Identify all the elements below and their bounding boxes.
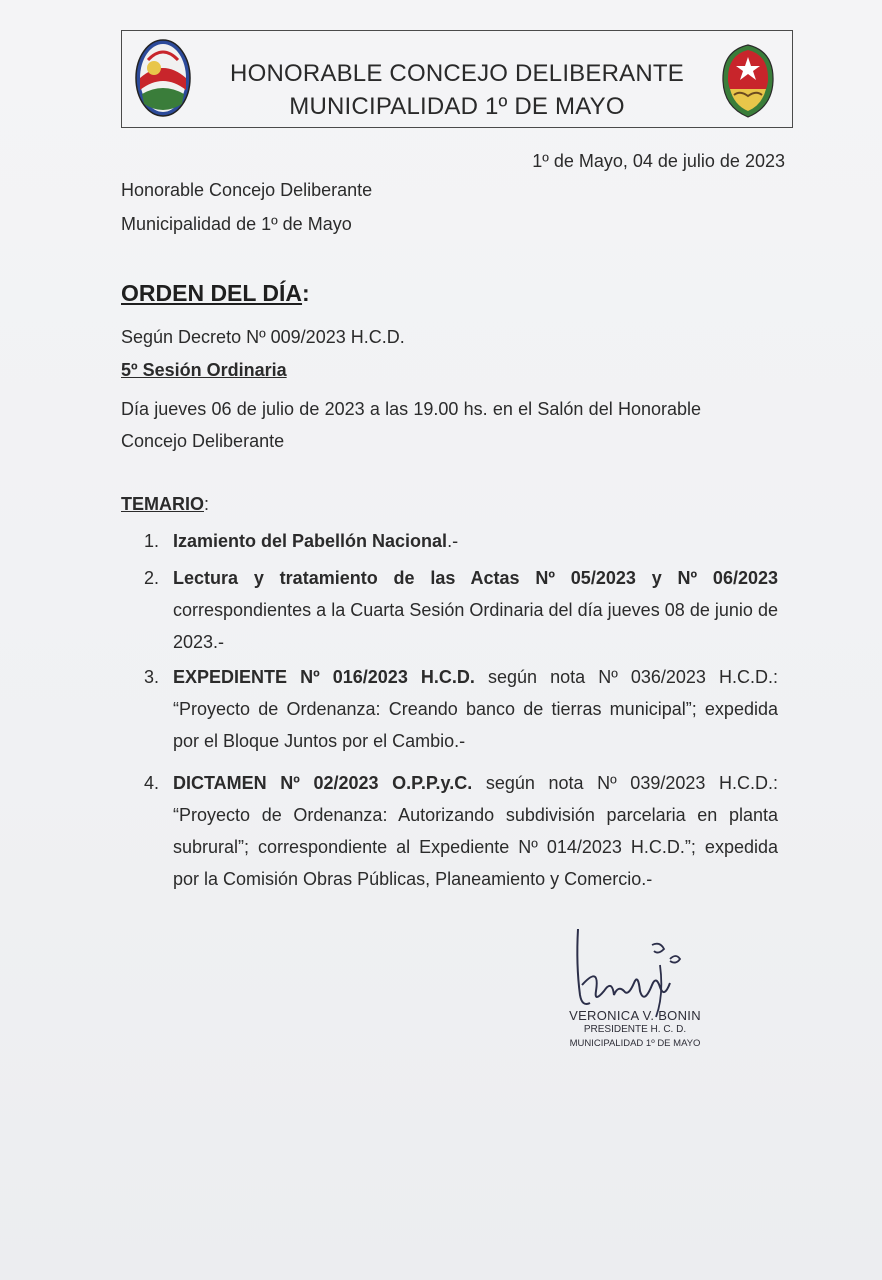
signatory-name: VERONICA V. BONIN: [569, 1008, 701, 1023]
session-detail: Día jueves 06 de julio de 2023 a las 19.00 hs. en el Salón del Honorable Concejo Deliberante: [121, 399, 701, 451]
agenda-item-bold: EXPEDIENTE Nº 016/2023 H.C.D.: [173, 667, 475, 687]
temario-label: TEMARIO: [121, 494, 204, 514]
agenda-item-text: correspondientes a la Cuarta Sesión Ordinaria del día jueves 08 de junio de 2023.-: [173, 600, 778, 652]
letterhead: [121, 30, 793, 128]
agenda-item-bold: Lectura y tratamiento de las Actas Nº 05/2023 y Nº 06/2023: [173, 568, 778, 588]
agenda-item-number: 2.: [144, 568, 160, 588]
decree-reference: Según Decreto Nº 009/2023 H.C.D.: [121, 327, 405, 347]
addressee-line-1: Honorable Concejo Deliberante: [121, 180, 373, 200]
agenda-item-bold: Izamiento del Pabellón Nacional: [173, 531, 448, 551]
agenda-item-number: 1.: [144, 531, 160, 551]
signature-stamp: [560, 1008, 710, 1051]
agenda-item: [144, 562, 778, 658]
addressee-line-2: Municipalidad de 1º de Mayo: [121, 214, 352, 234]
document-date: 1º de Mayo, 04 de julio de 2023: [532, 151, 785, 171]
session-title: 5º Sesión Ordinaria: [121, 360, 287, 380]
agenda-item: [144, 661, 778, 757]
agenda-item-text: según nota Nº 036/2023 H.C.D.: “Proyecto de Ordenanza: Creando banco de tierras municipal”; expedida por el Bloque Juntos por el Cambio.-: [173, 667, 778, 751]
letterhead-line-1: HONORABLE CONCEJO DELIBERANTE: [230, 60, 684, 87]
agenda-item-number: 3.: [144, 667, 160, 687]
signatory-role: PRESIDENTE H. C. D.: [583, 1024, 687, 1035]
signatory-municipality: MUNICIPALIDAD 1º DE MAYO: [569, 1038, 701, 1049]
temario-heading: [121, 492, 209, 516]
agenda-item-bold: DICTAMEN Nº 02/2023 O.P.P.y.C.: [173, 773, 473, 793]
agenda-item: [144, 767, 778, 895]
title-colon: :: [302, 280, 310, 306]
title-text: ORDEN DEL DÍA: [121, 280, 303, 306]
provincial-shield-icon: [720, 43, 776, 119]
agenda-item-text: .-: [447, 531, 459, 551]
agenda-item: [144, 525, 778, 557]
agenda-item-text: según nota Nº 039/2023 H.C.D.: “Proyecto de Ordenanza: Autorizando subdivisión parcelaria en planta subrural”; correspondiente al Expediente Nº 014/2023 H.C.D.”; expedida por la Comisión Obras Públicas, Planeamiento y Comercio.-: [173, 773, 779, 889]
document-title: [121, 281, 310, 307]
letterhead-title: [122, 57, 792, 123]
letterhead-line-2: MUNICIPALIDAD 1º DE MAYO: [289, 93, 625, 120]
temario-colon: :: [204, 494, 210, 514]
agenda-item-number: 4.: [144, 773, 160, 793]
